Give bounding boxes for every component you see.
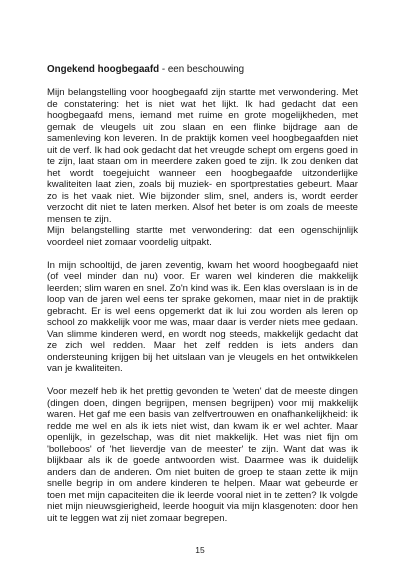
paragraph-4: Voor mezelf heb ik het prettig gevonden te 'weten' dat de meeste dingen (dingen doen, dingen begrijpen, mensen begrijpen) voor mij makkelijk waren. Het gaf me een basis van zelfvertrouwen en onafhankelijkheid: ik redde me wel en als ik iets niet wist, dan kwam ik er wel achter. Maar openlijk, in gezelschap, was dit niet makkelijk. Het was niet fijn om 'bolleboos' of 'het lieverdje van de meester' te zijn. Want dat was ik blijkbaar als ik de goede antwoorden wist. Daarmee was ik duidelijk anders dan de anderen. Om niet buiten de groep te staan zette ik mijn snelle begrip in om andere kinderen te helpen. Maar wat gebeurde er toen met mijn capaciteiten die ik leerde vooral niet in te zetten? Ik volgde niet mijn nieuwsgierigheid, leerde hooguit via mijn klasgenoten: door hen uit te leggen wat zij niet zomaar begrepen. xyxy=(47,386,358,524)
page-content xyxy=(47,64,358,524)
paragraph-3: In mijn schooltijd, de jaren zeventig, kwam het woord hoogbegaafd niet (of veel minder dan nu) voor. Er waren wel kinderen die makkelijk leerden; slim waren en snel. Zo'n kind was ik. Een klas overslaan is in de loop van de jaren wel eens ter sprake gekomen, maar niet in de praktijk gebracht. Er is wel eens opgemerkt dat ik lui zou worden als leren op school zo makkelijk voor me was, maar daar is verder niets mee gedaan. Van slimme kinderen werd, en wordt nog steeds, makkelijk gedacht dat ze zich wel redden. Maar het zelf redden is iets anders dan ondersteuning krijgen bij het uitslaan van je vleugels en het ontwikkelen van je kwaliteiten. xyxy=(47,259,358,374)
paragraph-1: Mijn belangstelling voor hoogbegaafd zijn startte met verwondering. Met de constatering: het is niet wat het lijkt. Ik had gedacht dat een hoogbegaafd mens, iemand met ruime en grote mogelijkheden, met gemak de vleugels uit zou slaan en een flinke bijdrage aan de samenleving kon leveren. In de praktijk komen veel hoogbegaafden niet uit de verf. Ik had ook gedacht dat het vreugde schept om ergens goed in te zijn, laat staan om in meerdere zaken goed te zijn. Ik zou denken dat het wordt toegejuicht wanneer een hoogbegaafde uitzonderlijke kwaliteiten laat zien, zoals bij muziek- en sportprestaties gebeurt. Maar zo is het vaak niet. Wie bijzonder slim, snel, anders is, wordt eerder verzocht dit niet te laten merken. Alsof het beter is om zoals de meeste mensen te zijn. xyxy=(47,87,358,225)
paragraph-spacer xyxy=(47,248,358,260)
paragraph-spacer xyxy=(47,375,358,387)
page-number: 15 xyxy=(195,545,205,555)
document-title-main: Ongekend hoogbegaafd xyxy=(47,64,160,75)
document-subtitle: - een beschouwing xyxy=(159,64,245,75)
paragraph-2: Mijn belangstelling startte met verwondering: dat een ogenschijnlijk voordeel niet zomaar voordelig uitpakt. xyxy=(47,225,358,248)
document-title xyxy=(47,64,358,76)
